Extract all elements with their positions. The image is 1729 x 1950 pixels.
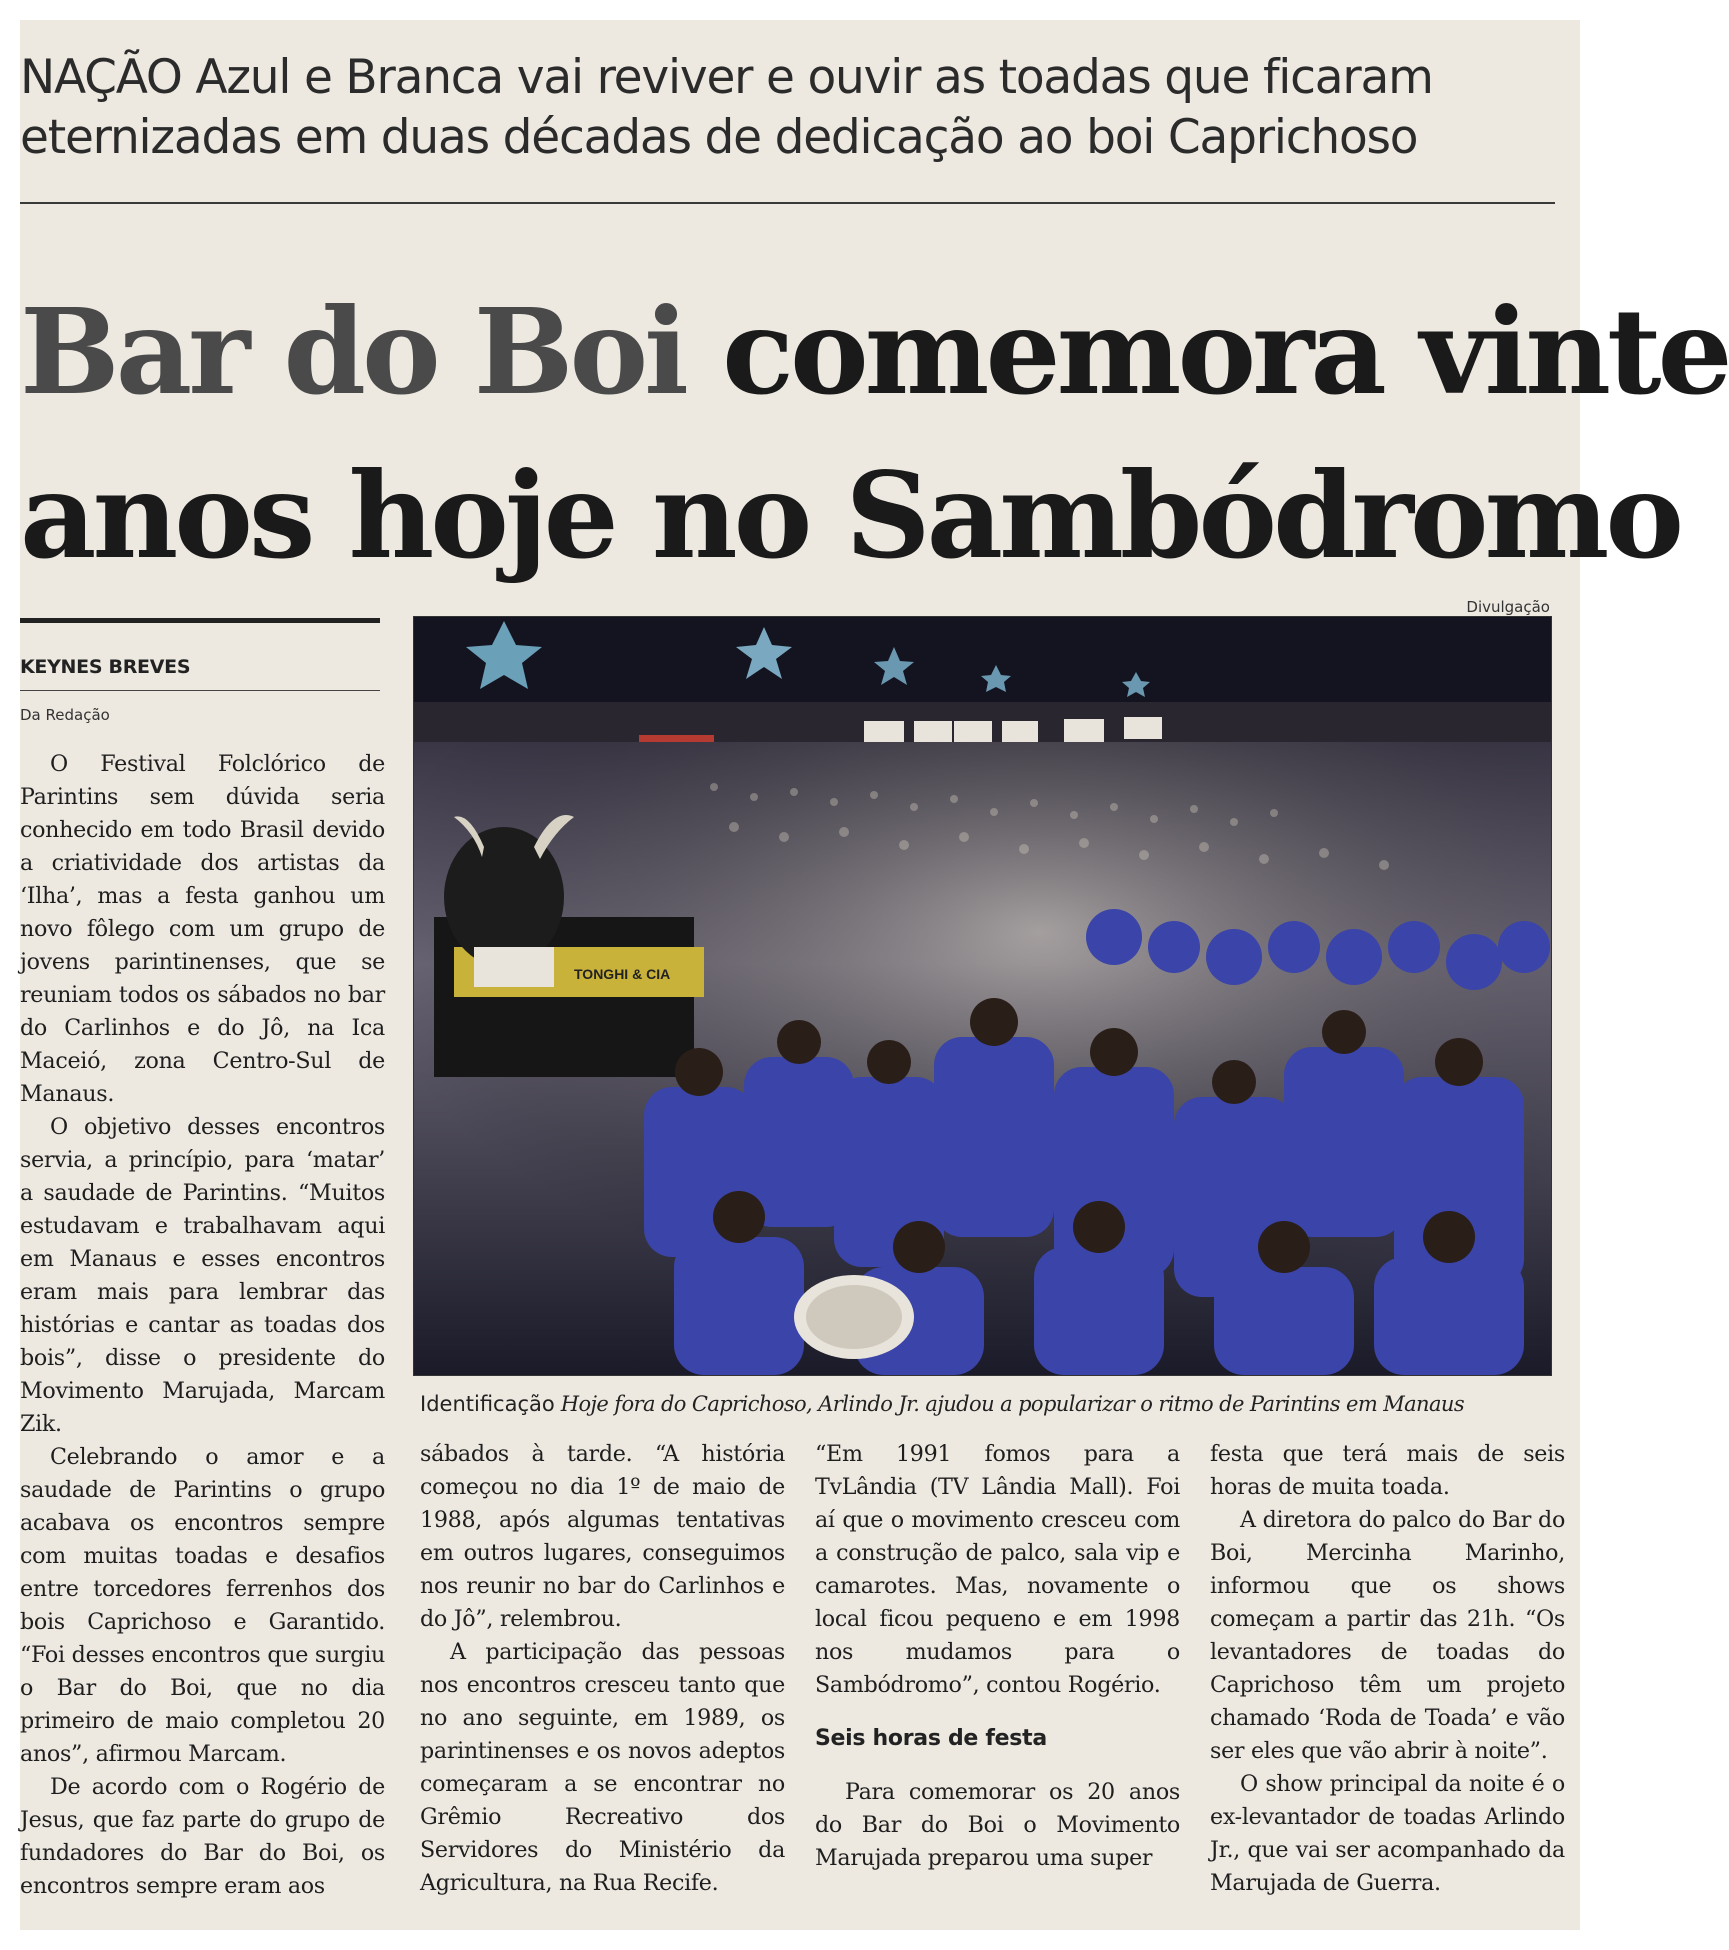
- headline-accent: Bar do Boi: [20, 282, 686, 421]
- headline-rest: comemora vinte: [685, 282, 1729, 421]
- headline: [20, 270, 1729, 598]
- photo-credit: Divulgação: [1466, 598, 1550, 616]
- paragraph: O Festival Folclórico de Parintins sem dúvida seria conhecido em todo Brasil devido a criatividade dos artistas da ‘Ilha’, mas a festa ganhou um novo fôlego com um grupo de jovens parintinenses, que se reuniam todos os sábados no bar do Carlinhos e do Jô, na Ica Maceió, zona Centro-Sul de Manaus.: [20, 751, 385, 1107]
- byline-bar: [20, 618, 380, 623]
- paragraph: Para comemorar os 20 anos do Bar do Boi o Movimento Marujada preparou uma super: [815, 1779, 1180, 1871]
- article-column-4: [1210, 1438, 1565, 1900]
- source: Da Redação: [20, 706, 110, 724]
- article-column-1: [20, 748, 385, 1903]
- article-column-3: [815, 1438, 1180, 1875]
- paragraph: O show principal da noite é o ex-levantador de toadas Arlindo Jr., que vai ser acompanhado da Marujada de Guerra.: [1210, 1771, 1565, 1896]
- paragraph: A participação das pessoas nos encontros cresceu tanto que no ano seguinte, em 1989, os parintinenses e os novos adeptos começaram a se encontrar no Grêmio Recreativo dos Servidores do Ministério da Agricultura, na Rua Recife.: [420, 1639, 785, 1896]
- kicker-line-2: eternizadas em duas décadas de dedicação ao boi Caprichoso: [20, 110, 1418, 165]
- subheading: Seis horas de festa: [815, 1726, 1047, 1751]
- author-rule: [20, 690, 380, 691]
- concert-photo: [413, 616, 1552, 1376]
- article-column-2: [420, 1438, 785, 1900]
- author: KEYNES BREVES: [20, 656, 191, 678]
- paragraph: sábados à tarde. “A história começou no dia 1º de maio de 1988, após algumas tentativas em outros lugares, conseguimos nos reunir no bar do Carlinhos e do Jô”, relembrou.: [420, 1441, 785, 1632]
- paragraph: “Em 1991 fomos para a TvLândia (TV Lândia Mall). Foi aí que o movimento cresceu com a construção de palco, sala vip e camarotes. Mas, novamente o local ficou pequeno e em 1998 nos mudamos para o Sambódromo”, contou Rogério.: [815, 1441, 1180, 1698]
- kicker-line-1: NAÇÃO Azul e Branca vai reviver e ouvir as toadas que ficaram: [20, 50, 1433, 105]
- photo-caption: [420, 1392, 1560, 1416]
- caption-text: Hoje fora do Caprichoso, Arlindo Jr. ajudou a popularizar o ritmo de Parintins em Manaus: [560, 1392, 1464, 1416]
- headline-line-1: [20, 270, 1729, 434]
- paragraph: O objetivo desses encontros servia, a princípio, para ‘matar’ a saudade de Parintins. “Muitos estudavam e trabalhavam aqui em Manaus e esses encontros eram mais para lembrar das histórias e cantar as toadas dos bois”, disse o presidente do Movimento Marujada, Marcam Zik.: [20, 1114, 385, 1437]
- paragraph: festa que terá mais de seis horas de muita toada.: [1210, 1441, 1565, 1500]
- top-rule: [20, 202, 1555, 204]
- stage-sign: TONGHI & CIA: [574, 966, 671, 982]
- paragraph: A diretora do palco do Bar do Boi, Mercinha Marinho, informou que os shows começam a partir das 21h. “Os levantadores de toadas do Caprichoso têm um projeto chamado ‘Roda de Toada’ e vão ser eles que vão abrir à noite”.: [1210, 1507, 1565, 1764]
- paragraph: Celebrando o amor e a saudade de Parintins o grupo acabava os encontros sempre com muitas toadas e desafios entre torcedores ferrenhos dos bois Caprichoso e Garantido. “Foi desses encontros que surgiu o Bar do Boi, que no dia primeiro de maio completou 20 anos”, afirmou Marcam.: [20, 1444, 385, 1767]
- caption-label: Identificação: [420, 1392, 555, 1416]
- newspaper-clipping: [20, 20, 1729, 1930]
- paragraph: De acordo com o Rogério de Jesus, que faz parte do grupo de fundadores do Bar do Boi, os encontros sempre eram aos: [20, 1774, 385, 1899]
- headline-line-2: anos hoje no Sambódromo: [20, 446, 1681, 585]
- kicker: [20, 48, 1560, 168]
- concert-photo-graphic: [414, 617, 1551, 1375]
